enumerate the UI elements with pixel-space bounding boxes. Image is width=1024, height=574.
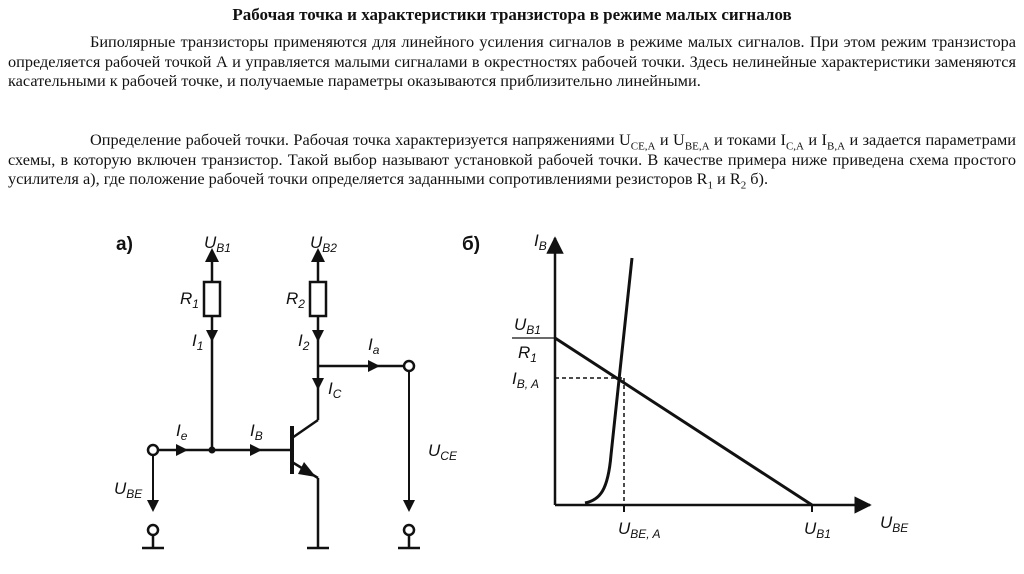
label-ib: $I_B$ [250, 421, 263, 443]
ib-arrow-icon [250, 444, 262, 456]
i1-arrow-icon [206, 330, 218, 342]
i2-arrow-icon [312, 330, 324, 342]
label-uce: $U_{CE}$ [428, 441, 457, 463]
label-ube: $U_{BE}$ [114, 479, 143, 501]
circuit-panel-label: а) [116, 234, 133, 255]
label-i1: $I_1$ [192, 331, 204, 353]
graph-y-axis-label: $I_B$ [534, 231, 547, 253]
graph-x-axis-label: $U_{BE}$ [880, 513, 909, 535]
label-ie: $I_e$ [176, 421, 188, 443]
label-ia: $I_a$ [368, 335, 380, 357]
input-characteristic-curve [585, 258, 632, 503]
characteristic-graph [512, 238, 870, 512]
ube-arrow-icon [147, 500, 159, 512]
input-terminal-bottom [148, 525, 158, 535]
label-ub1: $U_{B1}$ [204, 233, 231, 255]
resistor-r1 [204, 282, 220, 316]
ie-arrow-icon [176, 444, 188, 456]
ic-arrow-icon [312, 378, 324, 390]
label-r1: $R_1$ [180, 289, 199, 311]
graph-ubea-label: $U_{BE, A}$ [618, 519, 661, 541]
paragraph-operating-point: Определение рабочей точки. Рабочая точка характеризуется напряжениями $U_{CE,A}$ и $U_{BE,A}$ и токами $I_{C,A}$ и $I_{B,A}$ и задается параметрами схемы, в которую включен транзистор. Такой выбор называют установкой рабочей точки. В качестве примера ниже приведена схема простого усилителя а), где положение рабочей точки определяется заданными сопротивлениями резисторов $R_1$ и $R_2$ б). [8, 130, 1016, 192]
graph-panel-label: б) [462, 234, 481, 255]
label-i2: $I_2$ [298, 331, 310, 353]
ia-arrow-icon [368, 360, 380, 372]
uce-arrow-icon [403, 500, 415, 512]
graph-ub1-over-r1-denominator: $R_1$ [518, 343, 537, 365]
output-terminal-bottom [404, 525, 414, 535]
transistor-collector [292, 420, 318, 438]
emitter-arrow-icon [298, 462, 316, 477]
input-terminal-top [148, 445, 158, 455]
graph-iba-label: $I_{B, A}$ [512, 369, 539, 391]
resistor-r2 [310, 282, 326, 316]
label-r2: $R_2$ [286, 289, 305, 311]
label-ub2: $U_{B2}$ [310, 233, 337, 255]
output-terminal-top [404, 361, 414, 371]
label-ic: $I_C$ [328, 379, 342, 401]
graph-ub1-over-r1-numerator: $U_{B1}$ [514, 315, 541, 337]
graph-ub1-label: $U_{B1}$ [804, 519, 831, 541]
load-line [555, 338, 812, 505]
junction-node [209, 447, 216, 454]
paragraph-intro: Биполярные транзисторы применяются для линейного усиления сигналов в режиме малых сигналов. При этом режим транзистора определяется рабочей точкой А и управляется малыми сигналами в окрестностях рабочей точки. Здесь нелинейные характеристики заменяются касательными к рабочей точке, и получаемые параметры оказываются приблизительно линейными. [8, 32, 1016, 90]
document-title: Рабочая точка и характеристики транзистора в режиме малых сигналов [232, 5, 792, 24]
